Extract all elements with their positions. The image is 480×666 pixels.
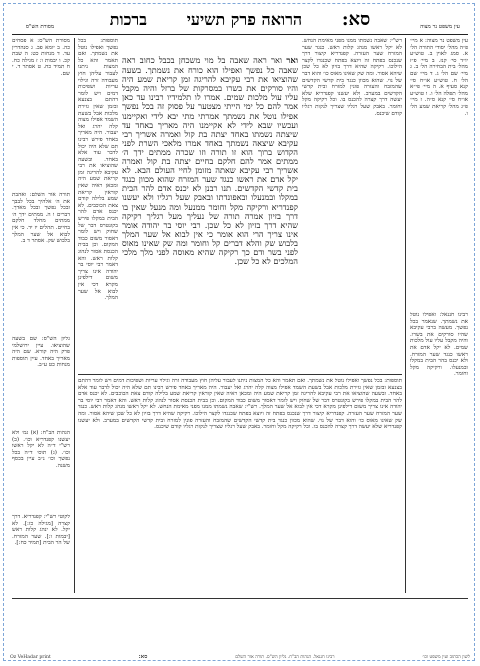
tosafot-text: תוספות: בכל נפשך ואפילו נוטל את נשמתך. ואם תאמר והא כל המצות ניתנו לעבור עליהן חוץ מעבודה זרה וגילוי עריות ושפיכות דמים ויש לומר דהתם בצנעא ובזמן שאין גזירת מלכות אבל בשעת השמד אפילו מצוה קלה יהרג ואל יעבור. היה מאריך באחד פירש רבינו תם שלא היה יכול לדבר עוד אלא באחד. ובשעה שהוציאו את רבי עקיבא להריגה זמן קריאת שמע היה ומכאן ראיה שאין קוראין קריאת שמע בלילה קודם צאת הכוכבים. לא יכנס אדם להר הבית במקלו פירש בקונטרס דבר של שחוק ויש לומר דאסור משום כבוד המקום. וכן בבית הכנסת אסור לנהוג קלות ראש. והא דאמר רבי יוסי בר יהודה אינו צריך משום דילפינן מקרא דכי אין לבוא אל שער המלך. [78,38,118,302]
rashi-continuation-text: רש"י: שאבה נשמתו ממנו מפני מאימת הנחש. לא יקל ראשו מנהג קלות ראש. כנגד שער המזרח שער העזרה. קפנדריא קיצור דרך שנכנס בפתח זה ויוצא בפתח שכנגדו לקצר הילוכו. רקיקה שהיא דרך בזיון לא כל שכן שיהא אסור. ומה שק שאינו מאוס כו׳ והוא דבר של נוי. שהוא מכוון כנגד בית קדשי הקדשים שהמזבח והעזרה פונין למזרח ובית קדשי הקדשים במערב. ולא יעשנו קפנדריא שלא יעשה דרך קצרה להכנס בו. וכל רקיקה מקל וחומר. באבק שעל רגליו שצריך לנקות רגליו קודם שיכנס. [78,404,402,431]
footer-page-ref: סא: [138,653,148,660]
hagahot-column [12,430,70,510]
gilyon-text: גליון הש"ס: שם בשעה שהוציאו. עיין ירושלמי פרק היה קורא. שם היה מאריך באחד. עיין תוספות מנחות כט ע״ב. [12,336,70,369]
tosafot-column [78,38,118,368]
page-footer [10,652,470,662]
page-number: סא: [341,9,371,30]
gemara-opening-word: ואר [286,56,298,66]
torah-ohr-text: תורה אור השלם: ואהבת את ה׳ אלהיך בכל לבבך ובכל נפשך ובכל מאדך. דברים ו ה. ממתים ידך ה׳ ממתים מחלד חלקם בחיים. תהלים יז יד. כי אין לבוא אל שער המלך בלבוש שק. אסתר ד ב. [12,192,70,245]
footer-right-text: Oz VeHadar print [10,654,51,660]
masoret-text: מסורת הש"ס: א פסחים כה. ב יומא פב. ג סנהדרין עד. ד מנחות כט: ה שבת קכ. ו יבמות ו: ז מגילה כח. ח תמיד כח. ט אסתר ד. י שם. [12,38,70,77]
left-margin-divider [74,38,75,593]
lower-section-rule [78,374,402,375]
footer-left-text: לשון הכתוב ועין משפט וכו׳ [422,654,470,660]
likutei-rashi-text: לקוטי רש"י: קפנדריא. דרך קצרה [מגילה כז:]. לא יקל. לא ינהג קלות ראש [יבמות ו:]. שער המזרח. של הר הבית [תמיד כח:]. [12,514,70,547]
torah-ohr-column [12,192,70,332]
masoret-column [12,38,70,188]
gemara-body: ואר ראה שאבה בל מוי משכחן בכבל כחוב ראה שאבה כל נפשך ואפילו הוא כורח את נשמתך. בשעה שהוציאו את רבי עקיבא להריגה זמן קריאת שמע היה והיו סורקים את בשרו במסרקות של ברזל והיה מקבל עליו עול מלכות שמים. אמרו לו תלמידיו רבינו עד כאן אמר להם כל ימי הייתי מצטער על פסוק זה בכל נפשך אפילו נוטל את נשמתך אמרתי מתי יבא לידי ואקיימנו ועכשיו שבא לידי לא אקיימנו היה מאריך באחד עד שיצתה נשמתו באחד יצתה בת קול ואמרה אשריך רבי עקיבא שיצאה נשמתך באחד אמרו מלאכי השרת לפני הקדוש ברוך הוא זו תורה וזו שכרה ממתים ידך ה׳ ממתים אמר להם חלקם בחיים יצתה בת קול ואמרה אשריך רבי עקיבא שאתה מזומן לחיי העולם הבא. לא יקל אדם את ראשו כנגד שער המזרח שהוא מכוון כנגד בית קדשי הקדשים. תנו רבנן לא יכנס אדם להר הבית במקלו ובמנעלו ובאפונדתו ובאבק שעל רגליו ולא יעשנו קפנדריא ורקיקה מקל וחומר ממנעל ומה מנעל שאין בו דרך בזיון אמרה תורה של נעליך מעל רגליך רקיקה שהיא דרך בזיון לא כל שכן. רבי יוסי בר יהודה אומר אינו צריך הרי הוא אומר כי אין לבוא אל שער המלך בלבוש שק והלא דברים קל וחומר ומה שק שאינו מאוס לפני בשר ודם כך רקיקה שהיא מאוסה לפני מלך מלכי המלכים לא כל שכן. [122,56,298,267]
header-rule [12,34,468,35]
ein-mishpat-column [410,38,468,308]
gilyon-column [12,336,70,426]
tosafot-continuation-text: תוספות: בכל נפשך ואפילו נוטל את נשמתך. ואם תאמר והא כל המצות ניתנו לעבור עליהן חוץ מעבודה זרה וגילוי עריות ושפיכות דמים ויש לומר דהתם בצנעא ובזמן שאין גזירת מלכות אבל בשעת השמד אפילו מצוה קלה יהרג ואל יעבור. היה מאריך באחד פירש רבינו תם שלא היה יכול לדבר עוד אלא באחד. ובשעה שהוציאו את רבי עקיבא להריגה זמן קריאת שמע היה ומכאן ראיה שאין קוראין קריאת שמע בלילה קודם צאת הכוכבים. לא יכנס אדם להר הבית במקלו פירש בקונטרס דבר של שחוק ויש לומר דאסור משום כבוד המקום. וכן בבית הכנסת אסור לנהוג קלות ראש. והא דאמר רבי יוסי בר יהודה אינו צריך משום דילפינן מקרא דכי אין לבוא אל שער המלך. [78,378,402,411]
rashi-column [302,38,402,368]
right-margin-divider [405,38,406,593]
ein-mishpat-heading: עין משפט נר מצוה [420,23,460,30]
masoret-heading: מסורת הש"ס [25,23,55,30]
hagahot-text: הגהות הב"ח: (א) גמ׳ ולא יעשנו קפנדריא וכו׳. (ב) רש"י ד״ה לא יקל ראשו וכו׳. (ג) תוס׳ ד״ה בכל נפשך וכו׳ נ״ב עיין בכסף משנה. [12,430,70,469]
footer-center-text: רבינו חננאל. הגהות הב"ח. גליון הש"ס. תורה אור השלם [235,654,335,660]
footer-rule [12,598,468,599]
gemara-main-text [122,56,298,374]
rabbeinu-chananel-column [410,312,468,592]
rabbeinu-chananel-text: רבינו חננאל: ואפילו נוטל את נשמתך. שנאמר בכל נפשך. מעשה ברבי עקיבא שהיו סורקים את בשרו. והיה מקבל עליו עול מלכות שמים. לא יקל אדם את ראשו כנגד שער המזרח. ולא יכנס בהר הבית במקלו ובמנעלו. ורקיקה מקל וחומר. [410,312,468,378]
rashi-text: רש"י: שאבה נשמתו ממנו מפני מאימת הנחש. לא יקל ראשו מנהג קלות ראש. כנגד שער המזרח שער העזרה. קפנדריא קיצור דרך שנכנס בפתח זה ויוצא בפתח שכנגדו לקצר הילוכו. רקיקה שהיא דרך בזיון לא כל שכן שיהא אסור. ומה שק שאינו מאוס כו׳ והוא דבר של נוי. שהוא מכוון כנגד בית קדשי הקדשים שהמזבח והעזרה פונין למזרח ובית קדשי הקדשים במערב. ולא יעשנו קפנדריא שלא יעשה דרך קצרה להכנס בו. וכל רקיקה מקל וחומר. באבק שעל רגליו שצריך לנקות רגליו קודם שיכנס. [302,38,402,117]
chapter-title: הרואה פרק תשיעי [186,10,303,29]
likutei-rashi-column [12,514,70,592]
tractate-title: ברכות [109,10,147,29]
page-header [10,8,470,30]
ein-mishpat-text: עין משפט נר מצוה: א מיי׳ פ״ה מהל׳ יסודי התורה הל׳ א. סמג לאוין ב. טוש״ע יו״ד סי׳ קנז. ב מיי׳ פ״ז מהל׳ בית הבחירה הל׳ ב. ג מיי׳ שם הל׳ ג. ד מיי׳ שם הל׳ ח. טוש״ע או״ח סי׳ קנא סעיף א. ה מיי׳ פי״א מהל׳ תפלה הל׳ ו. ו טוש״ע או״ח סי׳ קנא ס״ה. ז מיי׳ פ״ג מהל׳ קריאת שמע הל׳ ו. [410,38,468,117]
tosafot-continuation [78,378,402,592]
